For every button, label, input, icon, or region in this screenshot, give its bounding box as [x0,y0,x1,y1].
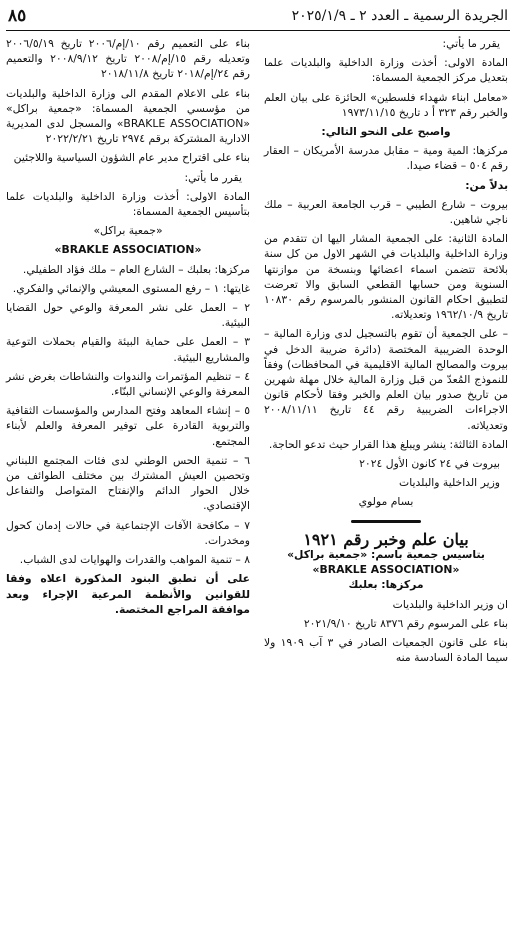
paragraph: مركزها: بعلبك – الشارع العام – ملك فؤاد الطفيلي. [22,262,250,276]
notice-hq: مركزها: بعلبك [348,578,424,592]
paragraph: بسام مولوي [358,495,414,509]
paragraph: «معامل ابناء شهداء فلسطين» الحائزة على بيان العلم والخبر رقم ٣٢٣ أ د تاريخ ١٩٧٣/١١/١٥ [264,90,508,119]
notice-latin-name: «BRAKLE ASSOCIATION» [312,563,460,577]
paragraph: يقرر ما يأتي: [184,170,242,184]
paragraph: ٨ – تنمية المواهب والقدرات والهوايات لدى الشباب. [19,553,250,567]
paragraph: بناء على الاعلام المقدم الى وزارة الداخلية والبلديات من مؤسسي الجمعية المسماة: «جمعية براكل» «BRAKLE ASSOCIATION» والمسجل لدى المديرية الادارية المشتركة برقم ٢٩٧٤ تاريخ ٢٠٢٢/٢/٢١ [6,86,250,146]
left-column-paragraphs [6,36,250,617]
paragraph: المادة الاولى: أخذت وزارة الداخلية والبلديات علما بتأسيس الجمعية المسماة: [6,189,250,219]
right-column [264,36,508,669]
paragraph: مركزها: المية ومية – مقابل مدرسة الأمريكان – العقار رقم ٥٠٤ – قضاء صيدا. [264,144,508,173]
page-number: ٨٥ [8,6,27,26]
section-divider [264,516,508,528]
paragraph: ٣ – العمل على حماية البيئة والقيام بحملات التوعية والمشاريع البيئية. [6,335,250,364]
paragraph: ٤ – تنظيم المؤتمرات والندوات والنشاطات بغرض نشر المعرفة والوعي الإنساني البنّاء. [6,369,250,399]
page-header [8,6,508,28]
header-rule [6,30,510,31]
notice-subtitle: بتاسيس جمعية باسم: «جمعية براكل» [287,547,485,561]
left-column [6,36,250,621]
notice-paragraph: بناء على قانون الجمعيات الصادر في ٣ آب ١٩٠٩ ولا سيما المادة السادسة منه [264,635,508,665]
paragraph: «جمعية براكل» [93,224,163,238]
paragraph: ٧ – مكافحة الآفات الإجتماعية في حالات إدمان كحول ومخدرات. [6,518,250,547]
paragraph: ٦ – تنمية الحس الوطني لدى فئات المجتمع اللبناني وتحصين العيش المشترك بين مختلف الطوائف من خلال الحوار الدائم والإنفتاح المتواصل والتفاعل الإقتصادي. [6,453,250,513]
notice-block [264,529,508,666]
paragraph: المادة الثالثة: ينشر ويبلغ هذا القرار حيث تدعو الحاجة. [268,437,508,451]
paragraph: بيروت في ٢٤ كانون الأول ٢٠٢٤ [359,457,500,471]
paragraph: على أن تطبق البنود المذكورة اعلاه وفقا للقوانين والأنظمة المرعية الإجراء وبعد موافقة المراجع المختصة. [6,572,250,616]
gazette-title: الجريدة الرسمية ـ العدد ٢ ـ ٢٠٢٥/١/٩ [291,8,508,24]
notice-body [264,597,508,666]
paragraph: يقرر ما يأتي: [442,37,500,50]
paragraph: ٥ – إنشاء المعاهد وفتح المدارس والمؤسسات الثقافية والتربوية القادرة على توفير المعرفة والعلم لأبناء المجتمع. [6,404,250,448]
notice-title: بيان علم وخبر رقم ١٩٢١ [303,529,469,549]
paragraph: وزير الداخلية والبلديات [399,476,500,490]
paragraph: بدلاً من: [465,178,508,192]
paragraph: ٢ – العمل على نشر المعرفة والوعي حول القضايا البيئية. [6,301,250,330]
paragraph: المادة الثانية: على الجمعية المشار اليها ان تتقدم من وزارة الداخلية والبلديات في الشهر الاول من كل سنة بلائحة تتضمن اسماء اعضائها وبنسخة من موازنتها السنوية ومن حسابها القطعي السابق والا تعرضت لتطبيق احكام القانون المنشور بالمرسوم رقم ١٠٨٣٠ تاريخ ١٩٦٢/١٠/٩ وتعديلاته. [264,232,508,322]
notice-paragraph: ان وزير الداخلية والبلديات [392,597,508,611]
paragraph: غايتها: ١ – رفع المستوى المعيشي والإنمائي والفكري. [12,281,250,295]
paragraph: – على الجمعية أن تقوم بالتسجيل لدى وزارة المالية – الوحدة الضريبية المختصة (دائرة ضريبة الدخل في بيروت والمصالح المالية الاقليمية في المحافظات) وفقاً للنموذج المُعدّ من قبل وزارة المالية خلال مهلة شهرين من تاريخ صدور بيان العلم والخبر وفقا لأحكام قانون الاجراءات الضريبية رقم ٤٤ تاريخ ٢٠٠٨/١١/١١ وتعديلاته. [264,327,508,432]
paragraph: بناء على اقتراح مدير عام الشؤون السياسية واللاجئين [13,151,250,165]
right-column-paragraphs [264,36,508,510]
paragraph: المادة الاولى: أخذت وزارة الداخلية والبلديات علما بتعديل مركز الجمعية المسماة: [264,56,508,85]
paragraph: «BRAKLE ASSOCIATION» [54,243,202,257]
paragraph: واصبح على النحو التالي: [321,125,451,139]
paragraph: بيروت – شارع الطيبي – قرب الجامعة العربية – ملك ناجي شاهين. [264,197,508,227]
paragraph: بناء على التعميم رقم ١٠/إم/٢٠٠٦ تاريخ ٢٠٠٦/٥/١٩ وتعديله رقم ١٥/إم/٢٠٠٨ تاريخ ٢٠٠٨/٩/١٢ والتعميم رقم ٢٤/إم/٢٠١٨ تاريخ ٢٠١٨/١١/٨ [6,37,250,81]
notice-paragraph: بناء على المرسوم رقم ٨٣٧٦ تاريخ ٢٠٢١/٩/١٠ [303,616,508,630]
